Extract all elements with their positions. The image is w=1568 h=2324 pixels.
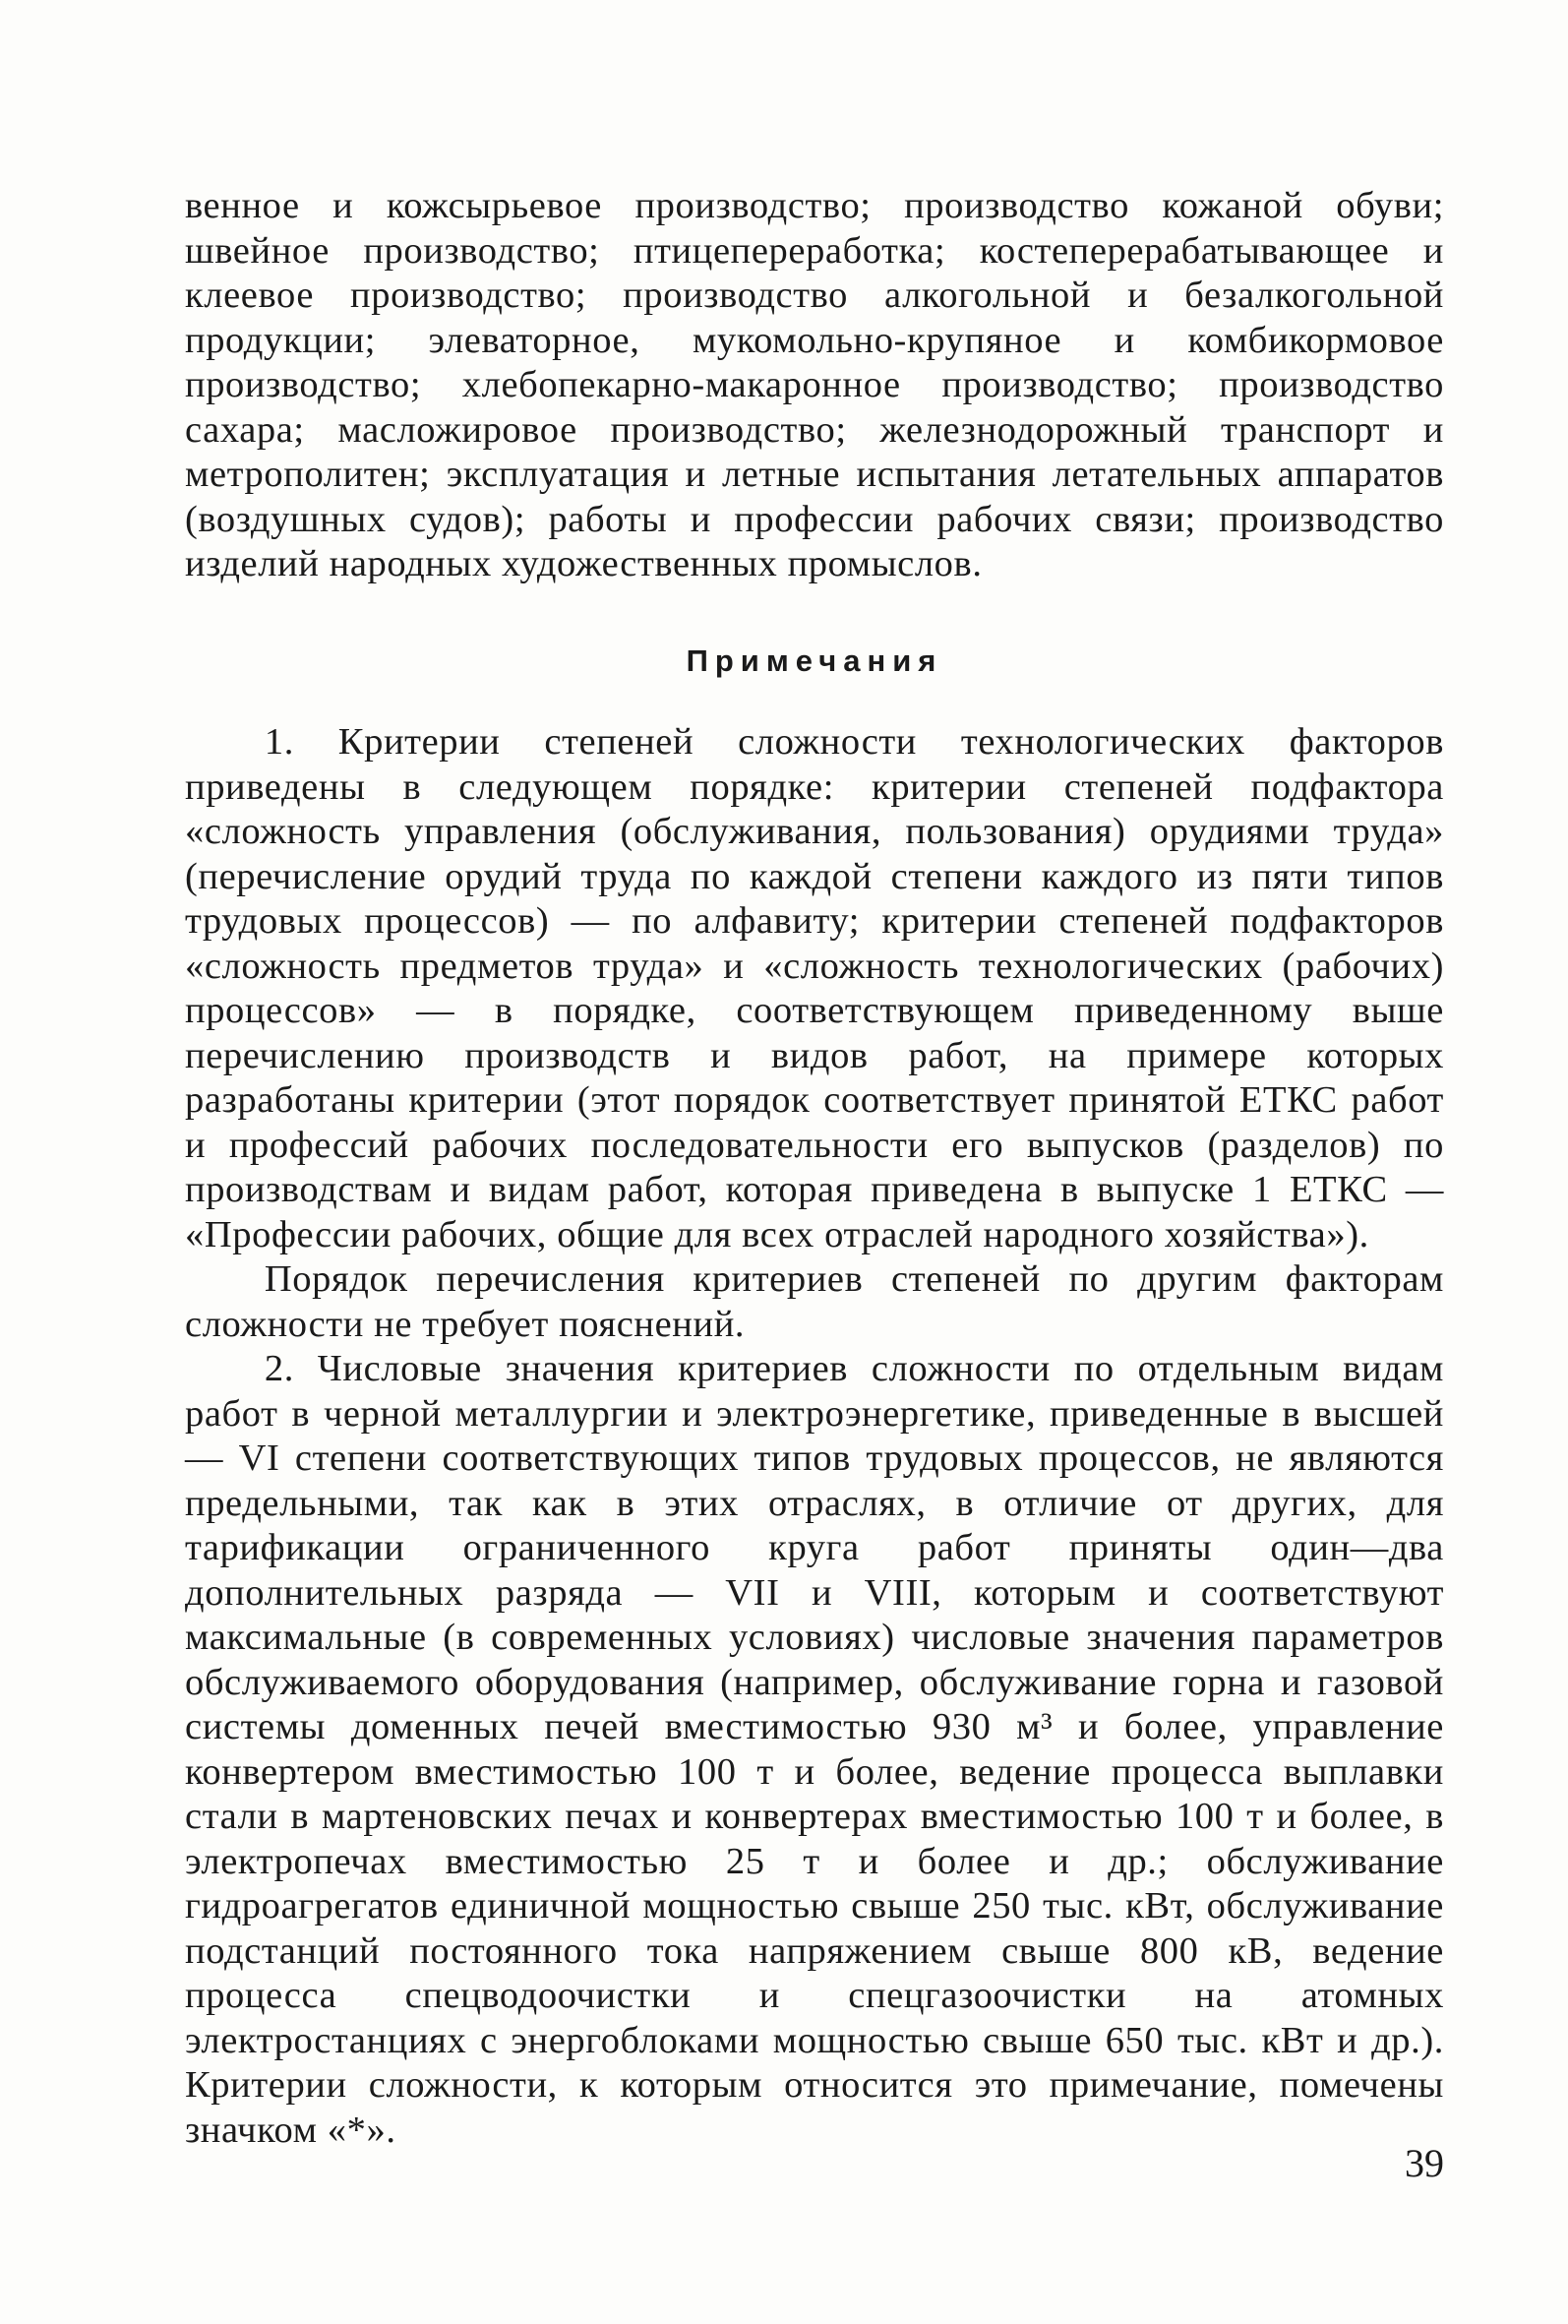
intro-text-block [185,184,1444,587]
note-paragraph-1: 1. Критерии степеней сложности технологических факторов приведены в следующем порядке: критерии степеней подфактора «сложность управления (обслуживания, пользования) орудиями труда» (перечисление орудий труда по каждой степени каждого из пяти типов трудовых процессов) — по алфавиту; критерии степеней подфакторов «сложность предметов труда» и «сложность технологических (рабочих) процессов» — в порядке, соответствующем приведенному выше перечислению производств и видов работ, на примере которых разработаны критерии (этот порядок соответствует принятой ЕТКС работ и профессий рабочих последовательности его выпусков (разделов) по производствам и видам работ, которая приведена в выпуске 1 ЕТКС — «Профессии рабочих, общие для всех отраслей народного хозяйства»). [185,721,1444,1255]
notes-heading: Примечания [686,643,943,678]
note-paragraph-1-continuation: Порядок перечисления критериев степеней по другим факторам сложности не требует пояснений. [185,1258,1444,1345]
notes-text-block [185,720,1444,2153]
page-number: 39 [1405,2141,1444,2185]
intro-paragraph: венное и кожсырьевое производство; производство кожаной обуви; швейное производство; птицепереработка; костеперерабатывающее и клеевое производство; производство алкогольной и безалкогольной продукции; элеваторное, мукомольно-крупяное и комбикормовое производство; хлебопекарно-макаронное производство; производство сахара; масложировое производство; железнодорожный транспорт и метрополитен; эксплуатация и летные испытания летательных аппаратов (воздушных судов); работы и профессии рабочих связи; производство изделий народных художественных промыслов. [185,185,1444,584]
note-paragraph-2: 2. Числовые значения критериев сложности по отдельным видам работ в черной металлургии и электроэнергетике, приведенные в высшей — VI степени соответствующих типов трудовых процессов, не являются предельными, так как в этих отраслях, в отличие от других, для тарификации ограниченного круга работ приняты один—два дополнительных разряда — VII и VIII, которым и соответствуют максимальные (в современных условиях) числовые значения параметров обслуживаемого оборудования (например, обслуживание горна и газовой системы доменных печей вместимостью 930 м³ и более, управление конвертером вместимостью 100 т и более, ведение процесса выплавки стали в мартеновских печах и конвертерах вместимостью 100 т и более, в электропечах вместимостью 25 т и более и др.; обслуживание гидроагрегатов единичной мощностью свыше 250 тыс. кВт, обслуживание подстанций постоянного тока напряжением свыше 800 кВ, ведение процесса спецводоочистки и спецгазоочистки на атомных электростанциях с энергоблоками мощностью свыше 650 тыс. кВт и др.). Критерии сложности, к которым относится это примечание, помечены значком «*». [185,1348,1444,2151]
